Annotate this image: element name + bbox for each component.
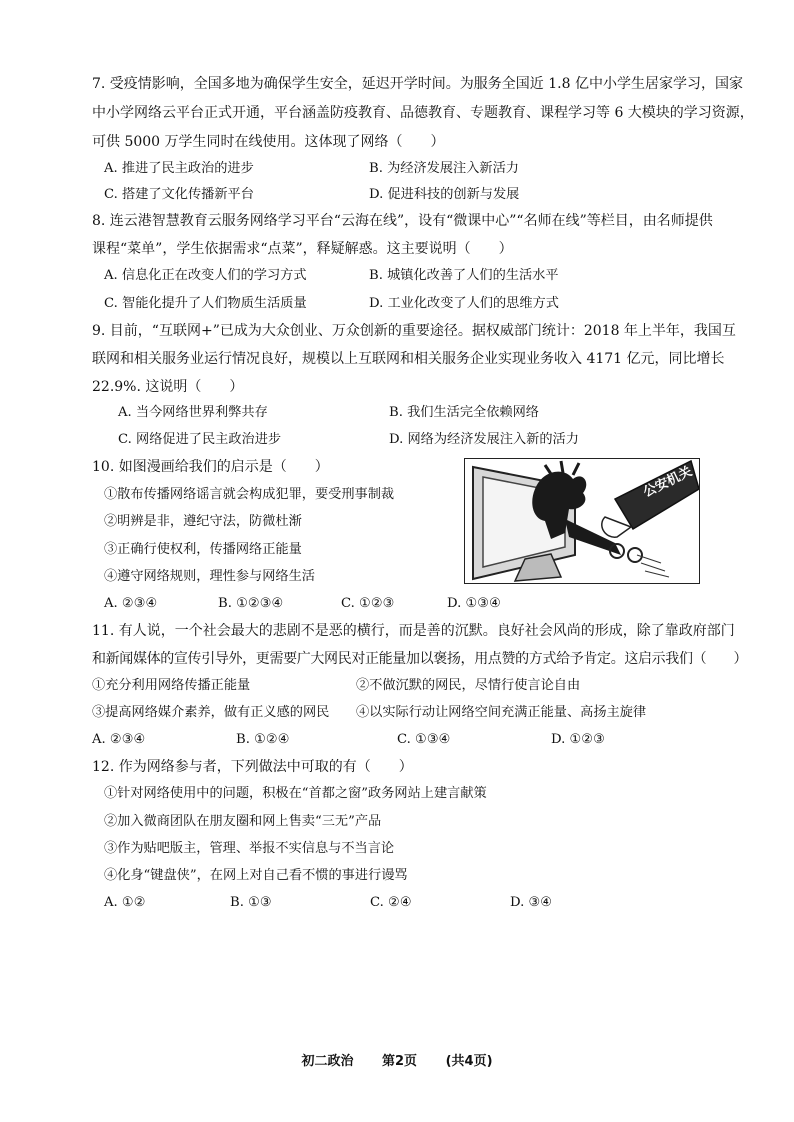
q12-statement-3: ③作为贴吧版主，管理、举报不实信息与不当言论 bbox=[104, 841, 395, 856]
q9-stem-line-1: 9. 目前，“互联网+”已成为大众创业、万众创新的重要途径。据权威部门统计：2018 年上半年，我国互 bbox=[92, 323, 736, 339]
police-sign: 公安机关 bbox=[641, 464, 695, 501]
q9-option-a[interactable]: A. 当今网络世界利弊共存 bbox=[118, 405, 268, 420]
q7-stem-line-3: 可供 5000 万学生同时在线使用。这体现了网络（ ） bbox=[92, 134, 445, 150]
q11-statement-2: ②不做沉默的网民，尽情行使言论自由 bbox=[356, 678, 581, 693]
footer-total-pages: (共4页) bbox=[445, 1054, 493, 1069]
q8-option-b[interactable]: B. 城镇化改善了人们的生活水平 bbox=[369, 268, 559, 283]
q12-option-b[interactable]: B. ①③ bbox=[230, 895, 272, 910]
q7-option-a[interactable]: A. 推进了民主政治的进步 bbox=[104, 161, 254, 176]
q10-statement-4: ④遵守网络规则，理性参与网络生活 bbox=[104, 569, 315, 584]
q9-stem-line-3: 22.9%. 这说明（ ） bbox=[92, 379, 244, 395]
q7-option-d[interactable]: D. 促进科技的创新与发展 bbox=[369, 187, 520, 202]
q8-stem-line-2: 课程“菜单”，学生依据需求“点菜”，释疑解惑。这主要说明（ ） bbox=[92, 241, 513, 257]
page-footer bbox=[0, 1050, 794, 1069]
q10-option-a[interactable]: A. ②③④ bbox=[104, 596, 158, 611]
footer-page-number: 第2页 bbox=[382, 1054, 418, 1069]
q12-stem: 12. 作为网络参与者，下列做法中可取的有（ ） bbox=[92, 759, 413, 775]
q10-option-c[interactable]: C. ①②③ bbox=[341, 596, 395, 611]
q7-stem-line-1: 7. 受疫情影响，全国多地为确保学生安全，延迟开学时间。为服务全国近 1.8 亿中小学生居家学习，国家 bbox=[92, 76, 743, 92]
q9-option-b[interactable]: B. 我们生活完全依赖网络 bbox=[389, 405, 539, 420]
q9-stem-line-2: 联网和相关服务业运行情况良好，规模以上互联网和相关服务企业实现业务收入 4171 亿元，同比增长 bbox=[92, 351, 725, 367]
q11-stem-line-2: 和新闻媒体的宣传引导外，更需要广大网民对正能量加以褒扬，用点赞的方式给予肯定。这启示我们（ ） bbox=[92, 651, 748, 667]
q11-option-b[interactable]: B. ①②④ bbox=[236, 732, 290, 747]
q8-stem-line-1: 8. 连云港智慧教育云服务网络学习平台“云海在线”，设有“微课中心”“名师在线”等栏目，由名师提供 bbox=[92, 213, 713, 229]
footer-subject: 初二政治 bbox=[301, 1054, 354, 1069]
q7-option-c[interactable]: C. 搭建了文化传播新平台 bbox=[104, 187, 254, 202]
q12-statement-4: ④化身“键盘侠”，在网上对自己看不惯的事进行谩骂 bbox=[104, 868, 408, 883]
q11-statement-1: ①充分利用网络传播正能量 bbox=[92, 678, 251, 693]
q12-statement-1: ①针对网络使用中的问题，积极在“首都之窗”政务网站上建言献策 bbox=[104, 786, 487, 801]
q10-statement-2: ②明辨是非，遵纪守法，防微杜渐 bbox=[104, 514, 302, 529]
q12-option-a[interactable]: A. ①② bbox=[104, 895, 146, 910]
q7-stem-line-2: 中小学网络云平台正式开通，平台涵盖防疫教育、品德教育、专题教育、课程学习等 6 大模块的学习资源， bbox=[92, 105, 754, 121]
q10-option-b[interactable]: B. ①②③④ bbox=[218, 596, 284, 611]
q12-option-c[interactable]: C. ②④ bbox=[370, 895, 412, 910]
q11-statement-3: ③提高网络媒介素养，做有正义感的网民 bbox=[92, 705, 330, 720]
q10-statement-3: ③正确行使权利，传播网络正能量 bbox=[104, 542, 302, 557]
cartoon-illustration bbox=[464, 458, 700, 584]
q8-option-c[interactable]: C. 智能化提升了人们物质生活质量 bbox=[104, 296, 307, 311]
q10-option-d[interactable]: D. ①③④ bbox=[447, 596, 501, 611]
handcuff-right bbox=[628, 548, 642, 562]
q11-statement-4: ④以实际行动让网络空间充满正能量、高扬主旋律 bbox=[356, 705, 647, 720]
q12-option-d[interactable]: D. ③④ bbox=[510, 895, 553, 910]
q11-stem-line-1: 11. 有人说，一个社会最大的悲剧不是恶的横行，而是善的沉默。良好社会风尚的形成，除了靠政府部门 bbox=[92, 623, 735, 639]
q11-option-a[interactable]: A. ②③④ bbox=[92, 732, 146, 747]
q8-option-d[interactable]: D. 工业化改变了人们的思维方式 bbox=[369, 296, 559, 311]
q7-option-b[interactable]: B. 为经济发展注入新活力 bbox=[369, 161, 519, 176]
q11-option-c[interactable]: C. ①③④ bbox=[397, 732, 451, 747]
police-hand bbox=[602, 517, 631, 537]
q12-statement-2: ②加入微商团队在朋友圈和网上售卖“三无”产品 bbox=[104, 814, 382, 829]
q10-stem: 10. 如图漫画给我们的启示是（ ） bbox=[92, 459, 329, 475]
q10-statement-1: ①散布传播网络谣言就会构成犯罪，要受刑事制裁 bbox=[104, 487, 395, 502]
q8-option-a[interactable]: A. 信息化正在改变人们的学习方式 bbox=[104, 268, 307, 283]
q9-option-c[interactable]: C. 网络促进了民主政治进步 bbox=[118, 432, 282, 447]
q11-option-d[interactable]: D. ①②③ bbox=[551, 732, 605, 747]
q9-option-d[interactable]: D. 网络为经济发展注入新的活力 bbox=[389, 432, 579, 447]
